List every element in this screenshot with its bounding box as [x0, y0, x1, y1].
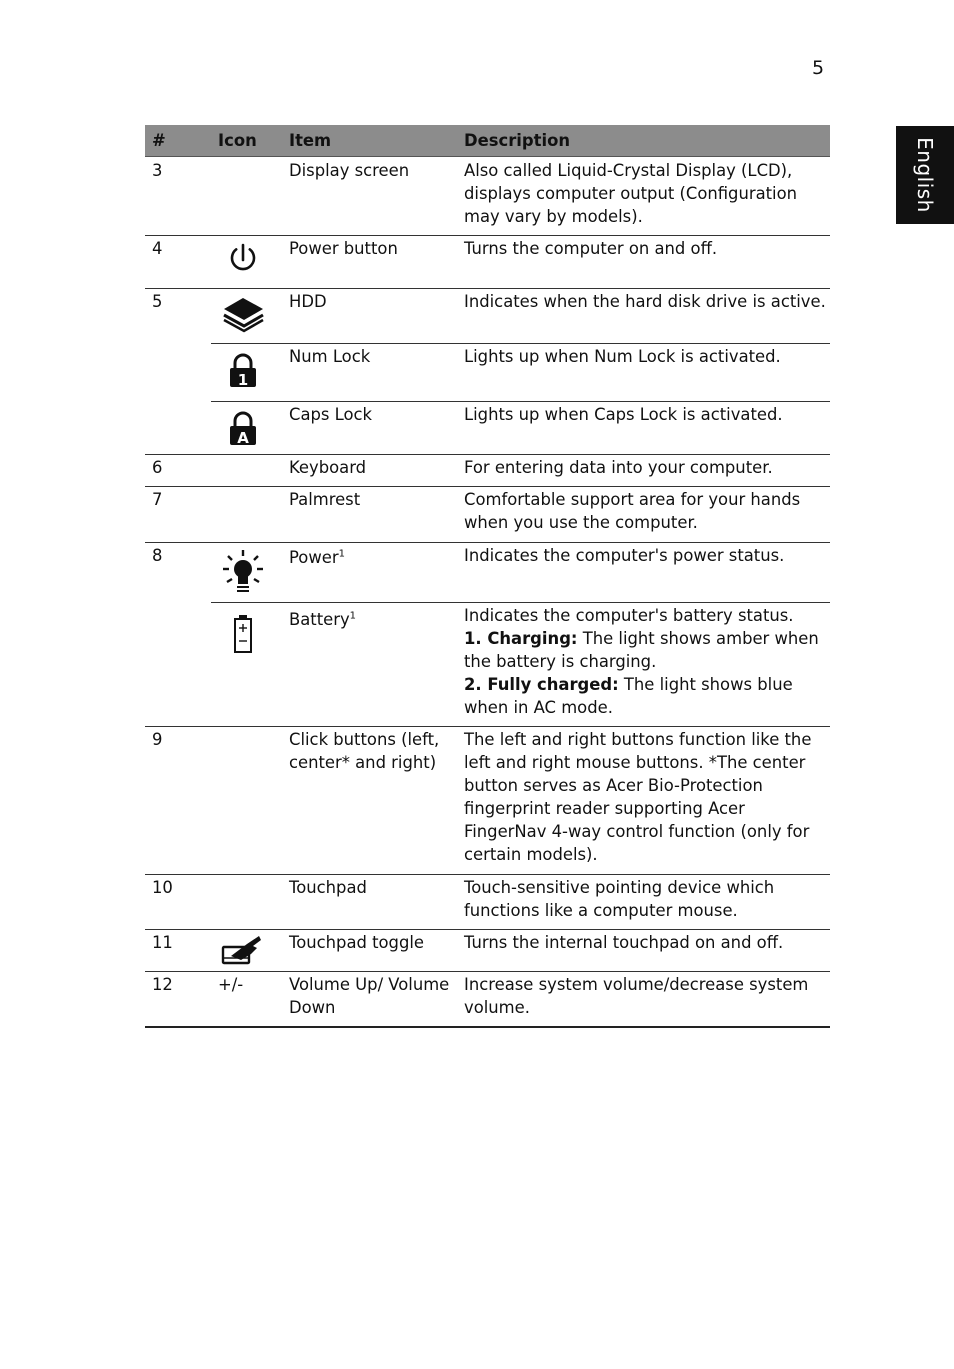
row-num: 3: [145, 157, 211, 236]
row-description: Indicates the computer's power status.: [457, 543, 830, 603]
row-item: Palmrest: [282, 487, 457, 543]
row-description: Increase system volume/decrease system volume.: [457, 972, 830, 1027]
components-table: [145, 125, 830, 1028]
row-num: 12: [145, 972, 211, 1027]
hdd-icon: [211, 289, 282, 343]
row-num: [145, 344, 211, 402]
row-num: 6: [145, 455, 211, 487]
row-icon-cell: [211, 402, 282, 455]
footnote-marker: 1: [338, 548, 345, 560]
row-description: The left and right buttons function like the left and right mouse buttons. *The center button serves as Acer Bio-Protection fingerprint reader supporting Acer FingerNav 4-way control function (only for certain models).: [457, 727, 830, 875]
header-num: #: [145, 125, 211, 157]
table-row: [145, 603, 830, 727]
row-item: Display screen: [282, 157, 457, 236]
battery-point-label: 1. Charging:: [464, 629, 578, 648]
row-icon-cell: [211, 487, 282, 543]
row-icon-cell: [211, 236, 282, 289]
touchpad-toggle-icon: [211, 930, 282, 971]
row-item: Num Lock: [282, 344, 457, 402]
row-description: Indicates when the hard disk drive is active.: [457, 289, 830, 344]
caps-lock-icon-text: A: [237, 429, 249, 447]
row-description: Lights up when Num Lock is activated.: [457, 344, 830, 402]
row-icon-cell: [211, 727, 282, 875]
num-lock-icon: [211, 344, 282, 401]
row-item: Touchpad: [282, 875, 457, 930]
row-num: 8: [152, 546, 163, 565]
row-num: 7: [145, 487, 211, 543]
row-num: [145, 603, 211, 727]
language-tab: [896, 126, 954, 224]
row-description: For entering data into your computer.: [457, 455, 830, 487]
row-num: 5: [152, 292, 163, 311]
row-icon-cell: [211, 289, 282, 344]
page-number: 5: [812, 57, 825, 79]
row-item: [282, 603, 457, 727]
row-num: [145, 402, 211, 455]
row-item: Touchpad toggle: [282, 930, 457, 972]
num-lock-icon-text: 1: [237, 371, 249, 389]
row-icon-cell: [211, 344, 282, 402]
row-num: 4: [145, 236, 211, 289]
table-row: [145, 236, 830, 289]
row-description: [457, 603, 830, 727]
row-description: Turns the computer on and off.: [457, 236, 830, 289]
table-row: [145, 289, 830, 344]
row-icon-cell: [211, 157, 282, 236]
row-item: [282, 543, 457, 603]
row-icon-cell: [211, 455, 282, 487]
language-tab-label: English: [913, 137, 937, 213]
row-item: Caps Lock: [282, 402, 457, 455]
row-icon-cell: [211, 603, 282, 727]
battery-icon: [211, 603, 282, 663]
row-item: HDD: [282, 289, 457, 344]
header-description: Description: [457, 125, 830, 157]
battery-point-label: 2. Fully charged:: [464, 675, 619, 694]
row-num: 10: [145, 875, 211, 930]
volume-icon-text: +/-: [211, 972, 282, 1027]
table-row: [145, 344, 830, 402]
item-battery-label: Battery: [289, 610, 350, 629]
table-row: [145, 875, 830, 930]
battery-point: [464, 627, 826, 673]
row-icon-cell: [211, 930, 282, 972]
power-light-icon: [211, 543, 282, 602]
header-item: Item: [282, 125, 457, 157]
battery-description: Indicates the computer's battery status.: [464, 606, 794, 625]
table-row: [145, 972, 830, 1027]
battery-point-text: The light shows blue when in AC mode.: [464, 675, 793, 717]
row-description: Also called Liquid-Crystal Display (LCD), displays computer output (Configuration may vary by models).: [457, 157, 830, 236]
battery-point: [464, 673, 826, 719]
table-row: [145, 402, 830, 455]
table-row: [145, 157, 830, 236]
footnote-marker: 1: [349, 610, 357, 622]
row-description: Comfortable support area for your hands when you use the computer.: [457, 487, 830, 543]
row-description: Turns the internal touchpad on and off.: [457, 930, 830, 972]
row-num: 11: [145, 930, 211, 972]
row-icon-cell: [211, 543, 282, 603]
caps-lock-icon: [211, 402, 282, 454]
row-item: Volume Up/ Volume Down: [282, 972, 457, 1027]
table-row: [145, 727, 830, 875]
table-row: [145, 930, 830, 972]
table-header-row: [145, 125, 830, 157]
item-power-label: Power: [289, 548, 339, 567]
row-description: Touch-sensitive pointing device which functions like a computer mouse.: [457, 875, 830, 930]
battery-point-text: The light shows amber when the battery is charging.: [464, 629, 819, 671]
header-icon: Icon: [211, 125, 282, 157]
row-item: Power button: [282, 236, 457, 289]
row-description: Lights up when Caps Lock is activated.: [457, 402, 830, 455]
table-row: [145, 455, 830, 487]
row-icon-cell: [211, 875, 282, 930]
power-icon: [211, 236, 282, 288]
row-item: Click buttons (left, center* and right): [282, 727, 457, 875]
row-num: 9: [145, 727, 211, 875]
row-item: Keyboard: [282, 455, 457, 487]
table-row: [145, 487, 830, 543]
table-row: [145, 543, 830, 603]
